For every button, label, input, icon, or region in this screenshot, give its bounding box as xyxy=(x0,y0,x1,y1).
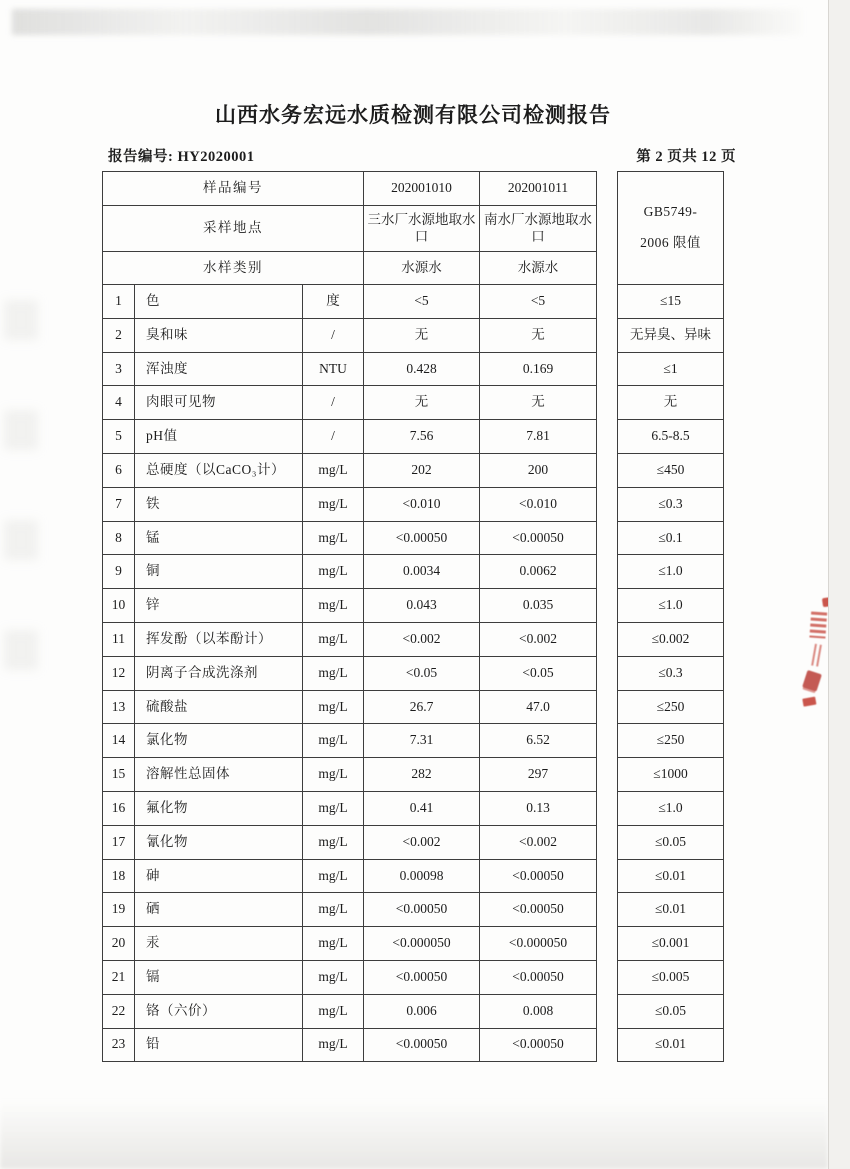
table-row xyxy=(103,318,724,352)
scan-artifact-left xyxy=(4,300,38,720)
unit: mg/L xyxy=(303,521,364,555)
limit-value: ≤0.005 xyxy=(618,960,724,994)
limit-value: ≤0.3 xyxy=(618,487,724,521)
sample2-value: 200 xyxy=(480,453,597,487)
sample2-value: 0.169 xyxy=(480,352,597,386)
limit-value: ≤250 xyxy=(618,724,724,758)
limit-value: 6.5-8.5 xyxy=(618,420,724,454)
parameter-name: 浑浊度 xyxy=(135,352,303,386)
sample1-value: 0.006 xyxy=(364,994,480,1028)
limit-column-header xyxy=(618,172,724,285)
table-gap xyxy=(597,825,618,859)
row-number: 5 xyxy=(103,420,135,454)
table-header xyxy=(103,172,724,285)
row-number: 2 xyxy=(103,318,135,352)
table-gap xyxy=(597,791,618,825)
report-number-label: 报告编号: xyxy=(108,149,174,165)
scanner-background xyxy=(828,0,850,1169)
row-number: 11 xyxy=(103,622,135,656)
sample2-value: <0.000050 xyxy=(480,927,597,961)
stamp-fragment xyxy=(802,697,816,707)
table-gap xyxy=(597,453,618,487)
sample2-value: 6.52 xyxy=(480,724,597,758)
table-row xyxy=(103,656,724,690)
limit-value: 无 xyxy=(618,386,724,420)
table-gap xyxy=(597,318,618,352)
unit: mg/L xyxy=(303,859,364,893)
limit-value: ≤1.0 xyxy=(618,589,724,623)
sample2-value: 无 xyxy=(480,386,597,420)
table-gap xyxy=(597,622,618,656)
sample1-value: 0.428 xyxy=(364,352,480,386)
page-indicator: 第 2 页共 12 页 xyxy=(636,149,736,165)
results-tbody xyxy=(103,285,724,1062)
parameter-name: 肉眼可见物 xyxy=(135,386,303,420)
parameter-name: 溶解性总固体 xyxy=(135,758,303,792)
sample1-value: 0.043 xyxy=(364,589,480,623)
parameter-name: 铬（六价） xyxy=(135,994,303,1028)
sample2-value: 无 xyxy=(480,318,597,352)
table-row xyxy=(103,994,724,1028)
row-number: 10 xyxy=(103,589,135,623)
limit-value: ≤0.001 xyxy=(618,927,724,961)
page-title: 山西水务宏远水质检测有限公司检测报告 xyxy=(215,104,611,127)
table-gap xyxy=(597,1028,618,1062)
sample1-value: 7.31 xyxy=(364,724,480,758)
limit-value: ≤0.05 xyxy=(618,825,724,859)
parameter-name: 铅 xyxy=(135,1028,303,1062)
row-number: 6 xyxy=(103,453,135,487)
limit-value: ≤450 xyxy=(618,453,724,487)
unit: mg/L xyxy=(303,453,364,487)
sample1-value: 无 xyxy=(364,318,480,352)
table-gap xyxy=(597,859,618,893)
limit-header-line1: GB5749- xyxy=(643,204,698,220)
unit: / xyxy=(303,420,364,454)
sample2-value: <0.002 xyxy=(480,622,597,656)
sample1-value: <0.002 xyxy=(364,825,480,859)
parameter-name: 砷 xyxy=(135,859,303,893)
table-gap xyxy=(597,172,618,285)
row-number: 7 xyxy=(103,487,135,521)
limit-value: ≤0.3 xyxy=(618,656,724,690)
row-number: 19 xyxy=(103,893,135,927)
sample1-value: 26.7 xyxy=(364,690,480,724)
parameter-name: 氯化物 xyxy=(135,724,303,758)
parameter-name: 氟化物 xyxy=(135,791,303,825)
parameter-name: 色 xyxy=(135,285,303,319)
sample1-value: 282 xyxy=(364,758,480,792)
limit-value: ≤1000 xyxy=(618,758,724,792)
limit-value: ≤0.1 xyxy=(618,521,724,555)
row-number: 16 xyxy=(103,791,135,825)
sample1-value: <0.05 xyxy=(364,656,480,690)
unit: mg/L xyxy=(303,724,364,758)
row-number: 12 xyxy=(103,656,135,690)
scan-artifact-top xyxy=(12,9,802,35)
row-number: 1 xyxy=(103,285,135,319)
sample1-value: <0.00050 xyxy=(364,893,480,927)
row-number: 15 xyxy=(103,758,135,792)
table-gap xyxy=(597,386,618,420)
sample2-value: 7.81 xyxy=(480,420,597,454)
table-gap xyxy=(597,758,618,792)
table-row xyxy=(103,724,724,758)
unit: mg/L xyxy=(303,994,364,1028)
table-row xyxy=(103,352,724,386)
results-table xyxy=(102,171,724,1062)
sample2-value: 0.0062 xyxy=(480,555,597,589)
table-gap xyxy=(597,285,618,319)
table-gap xyxy=(597,927,618,961)
sample2-value: 0.13 xyxy=(480,791,597,825)
limit-value: ≤1.0 xyxy=(618,555,724,589)
parameter-name: 阴离子合成洗涤剂 xyxy=(135,656,303,690)
parameter-name: 硒 xyxy=(135,893,303,927)
table-row xyxy=(103,690,724,724)
unit: / xyxy=(303,386,364,420)
sample1-value: <0.00050 xyxy=(364,960,480,994)
sample2-location: 南水厂水源地取水口 xyxy=(480,206,597,252)
table-row xyxy=(103,960,724,994)
sample1-value: 202 xyxy=(364,453,480,487)
sample2-id: 202001011 xyxy=(480,172,597,206)
limit-value: 无异臭、异味 xyxy=(618,318,724,352)
sample1-value: <0.002 xyxy=(364,622,480,656)
header-row-sample-id xyxy=(103,172,724,206)
row-number: 14 xyxy=(103,724,135,758)
table-row xyxy=(103,791,724,825)
limit-value: ≤0.01 xyxy=(618,893,724,927)
limit-value: ≤1.0 xyxy=(618,791,724,825)
table-gap xyxy=(597,352,618,386)
sample1-value: <0.00050 xyxy=(364,1028,480,1062)
unit: mg/L xyxy=(303,960,364,994)
table-gap xyxy=(597,960,618,994)
scan-artifact-bottom xyxy=(0,1099,828,1169)
table-row xyxy=(103,555,724,589)
sample1-value: <0.00050 xyxy=(364,521,480,555)
parameter-name: 氰化物 xyxy=(135,825,303,859)
sample-id-label: 样品编号 xyxy=(103,172,364,206)
sample1-value: <0.010 xyxy=(364,487,480,521)
unit: mg/L xyxy=(303,791,364,825)
sample2-value: <0.00050 xyxy=(480,859,597,893)
limit-value: ≤0.01 xyxy=(618,1028,724,1062)
row-number: 20 xyxy=(103,927,135,961)
sample1-value: 0.00098 xyxy=(364,859,480,893)
limit-value: ≤250 xyxy=(618,690,724,724)
table-row xyxy=(103,285,724,319)
unit: mg/L xyxy=(303,893,364,927)
sample2-value: 47.0 xyxy=(480,690,597,724)
stamp-fragment xyxy=(802,670,822,692)
table-row xyxy=(103,1028,724,1062)
table-gap xyxy=(597,589,618,623)
row-number: 22 xyxy=(103,994,135,1028)
parameter-name: 臭和味 xyxy=(135,318,303,352)
row-number: 23 xyxy=(103,1028,135,1062)
limit-value: ≤0.01 xyxy=(618,859,724,893)
sample2-value: 0.008 xyxy=(480,994,597,1028)
table-row xyxy=(103,453,724,487)
unit: mg/L xyxy=(303,555,364,589)
table-row xyxy=(103,487,724,521)
sample2-value: <0.00050 xyxy=(480,1028,597,1062)
limit-value: ≤0.002 xyxy=(618,622,724,656)
stamp-fragment xyxy=(811,644,825,667)
table-row xyxy=(103,859,724,893)
parameter-name: 铜 xyxy=(135,555,303,589)
sample2-type: 水源水 xyxy=(480,252,597,285)
unit: mg/L xyxy=(303,656,364,690)
parameter-name: 锌 xyxy=(135,589,303,623)
unit: mg/L xyxy=(303,825,364,859)
table-gap xyxy=(597,994,618,1028)
parameter-name: pH值 xyxy=(135,420,303,454)
limit-value: ≤1 xyxy=(618,352,724,386)
table-row xyxy=(103,927,724,961)
row-number: 8 xyxy=(103,521,135,555)
sample1-value: <5 xyxy=(364,285,480,319)
row-number: 3 xyxy=(103,352,135,386)
sample2-value: <0.002 xyxy=(480,825,597,859)
table-row xyxy=(103,589,724,623)
table-gap xyxy=(597,420,618,454)
unit: 度 xyxy=(303,285,364,319)
parameter-name: 硫酸盐 xyxy=(135,690,303,724)
report-meta xyxy=(108,145,736,166)
sample2-value: 297 xyxy=(480,758,597,792)
unit: / xyxy=(303,318,364,352)
sample1-location: 三水厂水源地取水口 xyxy=(364,206,480,252)
row-number: 9 xyxy=(103,555,135,589)
sample1-value: 0.41 xyxy=(364,791,480,825)
parameter-name: 镉 xyxy=(135,960,303,994)
parameter-name: 铁 xyxy=(135,487,303,521)
report-number-value: HY2020001 xyxy=(177,149,255,165)
row-number: 4 xyxy=(103,386,135,420)
sample2-value: <0.010 xyxy=(480,487,597,521)
parameter-name: 锰 xyxy=(135,521,303,555)
table-row xyxy=(103,386,724,420)
unit: NTU xyxy=(303,352,364,386)
table-gap xyxy=(597,690,618,724)
unit: mg/L xyxy=(303,690,364,724)
table-row xyxy=(103,758,724,792)
sample2-value: <0.00050 xyxy=(480,521,597,555)
table-gap xyxy=(597,555,618,589)
row-number: 18 xyxy=(103,859,135,893)
unit: mg/L xyxy=(303,589,364,623)
table-gap xyxy=(597,521,618,555)
sample1-type: 水源水 xyxy=(364,252,480,285)
unit: mg/L xyxy=(303,1028,364,1062)
location-label: 采样地点 xyxy=(103,206,364,252)
sample1-value: <0.000050 xyxy=(364,927,480,961)
sample2-value: <0.00050 xyxy=(480,960,597,994)
parameter-name: 挥发酚（以苯酚计） xyxy=(135,622,303,656)
sample-type-label: 水样类别 xyxy=(103,252,364,285)
row-number: 21 xyxy=(103,960,135,994)
sample2-value: <5 xyxy=(480,285,597,319)
stamp-fragment xyxy=(809,611,827,638)
limit-header-line2: 2006 限值 xyxy=(640,235,701,250)
unit: mg/L xyxy=(303,927,364,961)
table-gap xyxy=(597,487,618,521)
limit-value: ≤0.05 xyxy=(618,994,724,1028)
parameter-name: 汞 xyxy=(135,927,303,961)
sample1-value: 7.56 xyxy=(364,420,480,454)
sample2-value: <0.00050 xyxy=(480,893,597,927)
sample2-value: <0.05 xyxy=(480,656,597,690)
table-row xyxy=(103,825,724,859)
table-row xyxy=(103,521,724,555)
table-gap xyxy=(597,893,618,927)
table-row xyxy=(103,420,724,454)
limit-value: ≤15 xyxy=(618,285,724,319)
table-row xyxy=(103,622,724,656)
unit: mg/L xyxy=(303,758,364,792)
unit: mg/L xyxy=(303,622,364,656)
table-gap xyxy=(597,724,618,758)
parameter-name: 总硬度（以CaCO₃计） xyxy=(135,453,303,487)
table-gap xyxy=(597,656,618,690)
unit: mg/L xyxy=(303,487,364,521)
sample1-id: 202001010 xyxy=(364,172,480,206)
row-number: 17 xyxy=(103,825,135,859)
sample2-value: 0.035 xyxy=(480,589,597,623)
row-number: 13 xyxy=(103,690,135,724)
report-number xyxy=(108,145,254,166)
sample1-value: 0.0034 xyxy=(364,555,480,589)
sample1-value: 无 xyxy=(364,386,480,420)
table-row xyxy=(103,893,724,927)
